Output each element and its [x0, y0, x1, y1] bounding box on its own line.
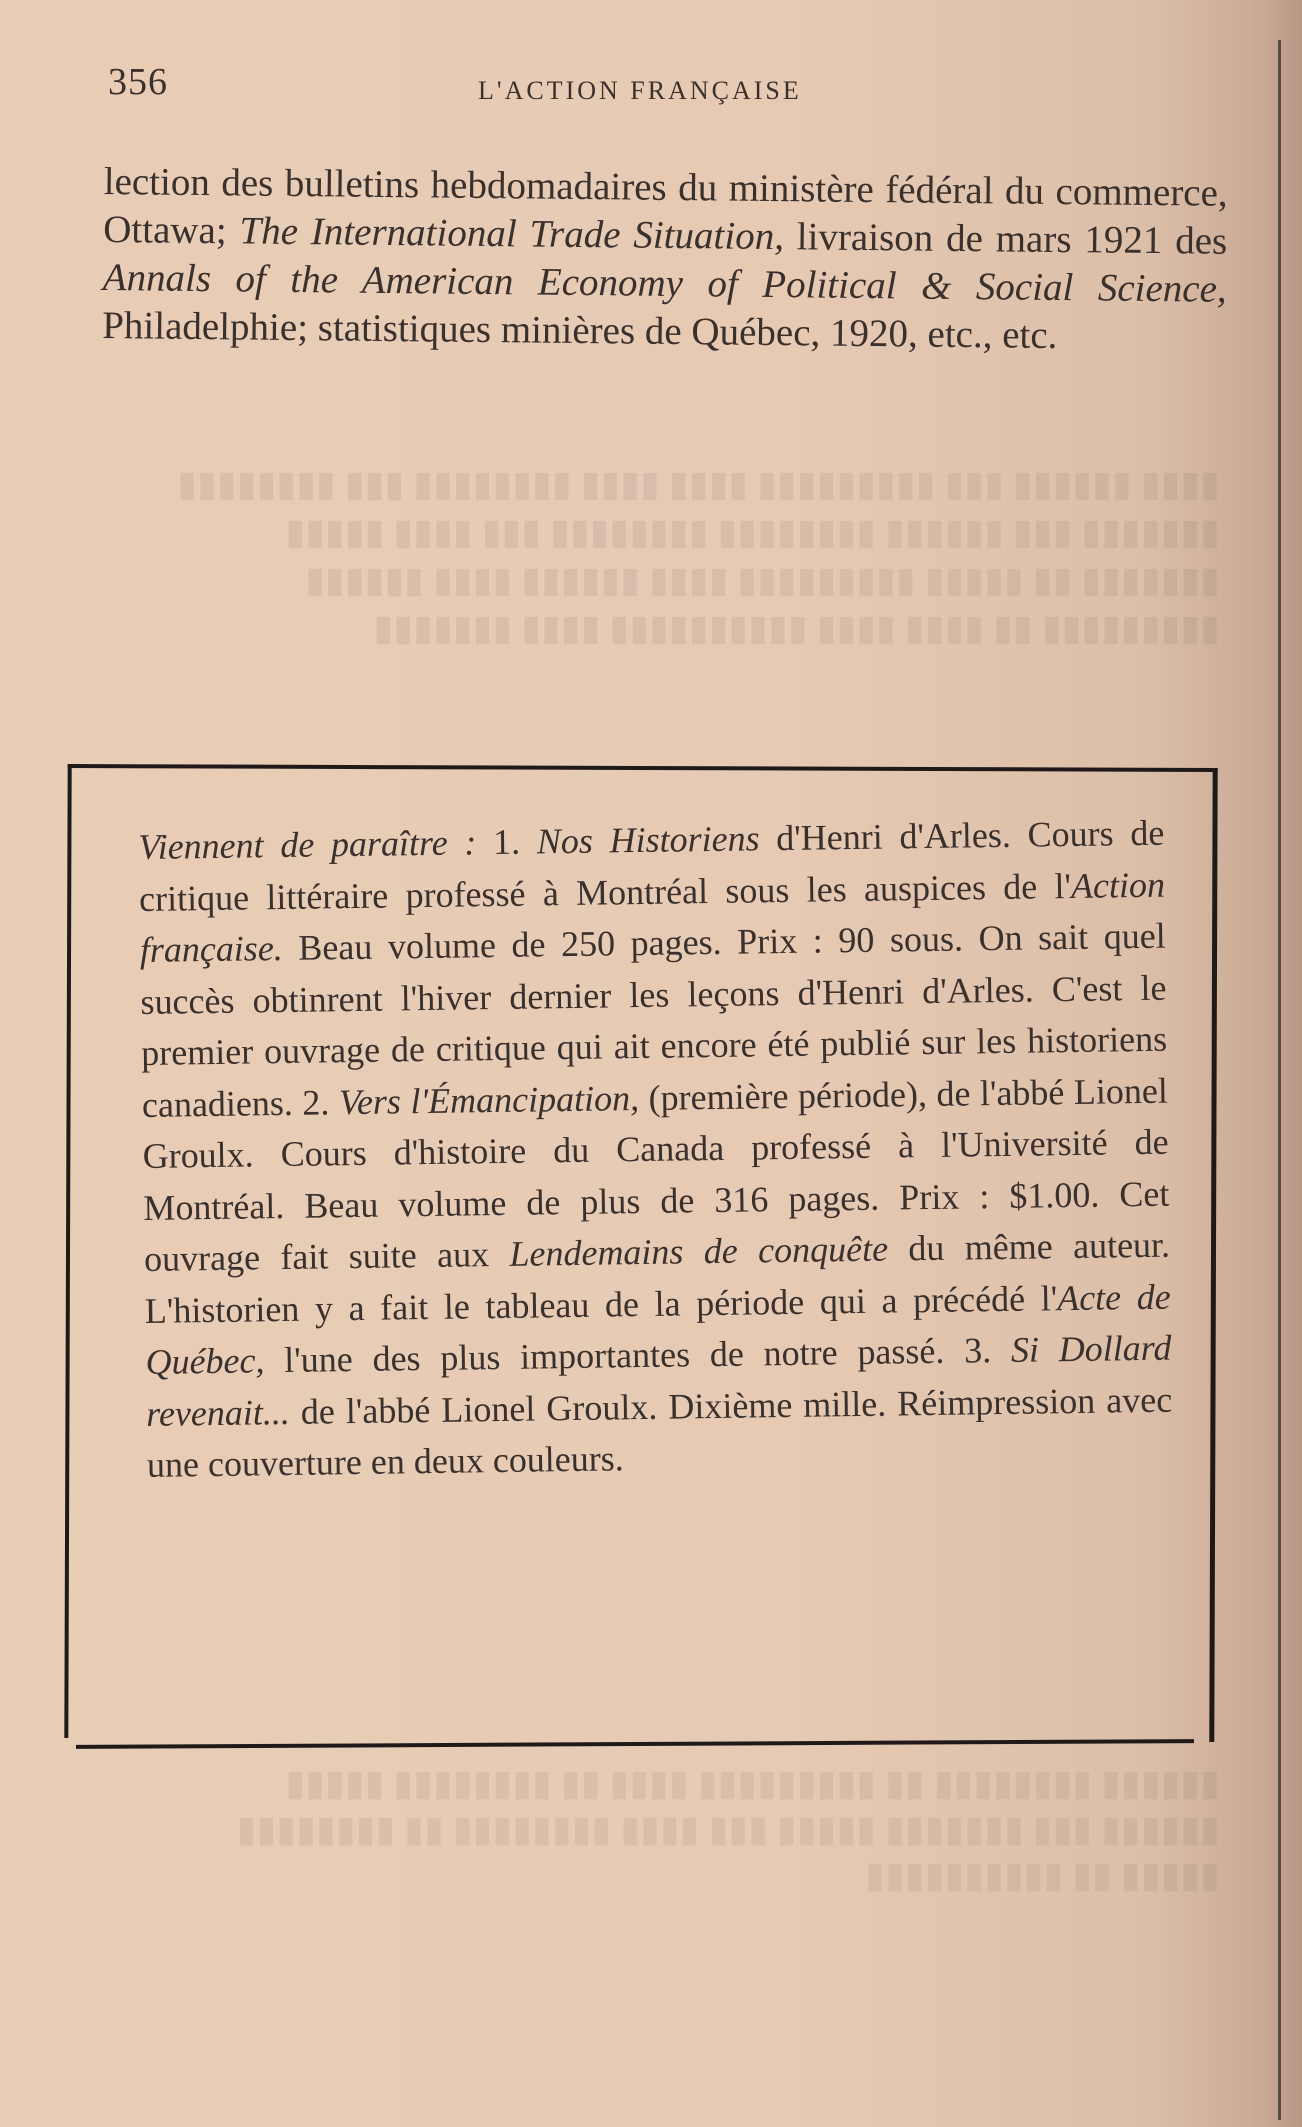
- notice-italic: Action française.: [139, 864, 1166, 970]
- notice-run: Beau volume de 250 pages. Prix : 90 sous. On sait quel succès obtinrent l'hiver dernier les leçons d'Henri d'Arles. C'est le premier ouvrage de critique qui ait encore été publié sur les historiens canadiens. 2.: [140, 915, 1168, 1125]
- notice-italic: Acte de Québec,: [145, 1276, 1171, 1382]
- body-italic-title: The International Trade Situation,: [239, 209, 785, 259]
- body-text-run: livraison de mars 1921 des: [783, 215, 1228, 263]
- show-through-text-lower: ▮▮▮▮▮▮ ▮▮▮▮▮▮▮▮ ▮▮ ▮▮▮▮▮▮▮▮▮ ▮▮▮▮ ▮▮ ▮▮▮▮▮▮▮▮ ▮▮▮▮▮ ▮▮▮▮▮▮ ▮▮▮ ▮▮▮▮▮▮▮ ▮▮▮▮▮ ▮▮▮ ▮▮▮▮ ▮▮▮▮▮▮▮▮ ▮▮ ▮▮▮▮▮▮▮▮ ▮▮▮▮▮ ▮▮ ▮▮▮▮▮▮▮▮▮▮: [236, 1763, 1220, 1895]
- notice-italic: Lendemains de conquête: [509, 1228, 889, 1274]
- body-paragraph: [102, 158, 1228, 362]
- gutter-shadow-line: [1278, 40, 1281, 2120]
- page-number: 356: [108, 61, 168, 103]
- body-text-run: Philadelphie; statistiques minières de Québec, 1920, etc., etc.: [102, 303, 1058, 357]
- show-through-text: ▮▮▮▮ ▮▮▮▮▮▮ ▮▮▮ ▮▮▮▮▮▮▮▮▮ ▮▮▮▮ ▮▮▮▮ ▮▮▮▮▮▮▮▮ ▮▮▮ ▮▮▮▮▮▮▮▮ ▮▮▮▮▮▮▮ ▮▮▮ ▮▮▮▮▮▮ ▮▮▮▮▮▮▮▮ ▮▮▮▮▮▮▮▮ ▮▮▮ ▮▮▮▮ ▮▮▮▮▮ ▮▮▮▮▮▮▮ ▮▮ ▮▮▮▮▮ ▮▮▮▮▮▮▮▮▮ ▮▮▮▮ ▮▮▮▮▮▮ ▮▮▮▮ ▮▮▮▮▮▮ ▮▮▮▮▮▮▮▮▮ ▮▮ ▮▮▮▮ ▮▮▮▮ ▮▮▮▮▮▮▮▮▮▮ ▮▮▮▮ ▮▮▮▮▮▮▮: [177, 464, 1220, 648]
- page-header: [108, 52, 1248, 112]
- notice-run: l'une des plus importantes de notre passé. 3.: [264, 1329, 1012, 1381]
- notice-run: du même auteur. L'historien y a fait le tableau de la période qui a précédé l': [144, 1224, 1171, 1331]
- body-text-run: lection des bulletins hebdomadaires du ministère fédéral du commerce, Ottawa;: [103, 159, 1228, 253]
- notice-italic: Vers l'Émancipation,: [338, 1077, 640, 1122]
- body-italic-title: Annals of the American Economy of Political & Social Science,: [102, 255, 1227, 311]
- running-head: L'ACTION FRANÇAISE: [478, 76, 802, 105]
- notice-run: d'Henri d'Arles. Cours de critique littéraire professé à Montréal sous les auspices de l': [138, 812, 1165, 919]
- notice-text: [138, 808, 1173, 1492]
- notice-run: de l'abbé Lionel Groulx. Dixième mille. Réimpression avec une couverture en deux couleurs.: [146, 1379, 1173, 1485]
- notice-run: (première période), de l'abbé Lionel Groulx. Cours d'histoire du Canada professé à l'Université de Montréal. Beau volume de plus de 316 pages. Prix : $1.00. Cet ouvrage fait suite aux: [142, 1070, 1170, 1279]
- notice-italic: Viennent de paraître :: [138, 822, 477, 867]
- notice-run: 1.: [476, 821, 538, 863]
- notice-italic: Si Dollard revenait...: [145, 1327, 1172, 1434]
- notice-italic: Nos Historiens: [536, 818, 760, 862]
